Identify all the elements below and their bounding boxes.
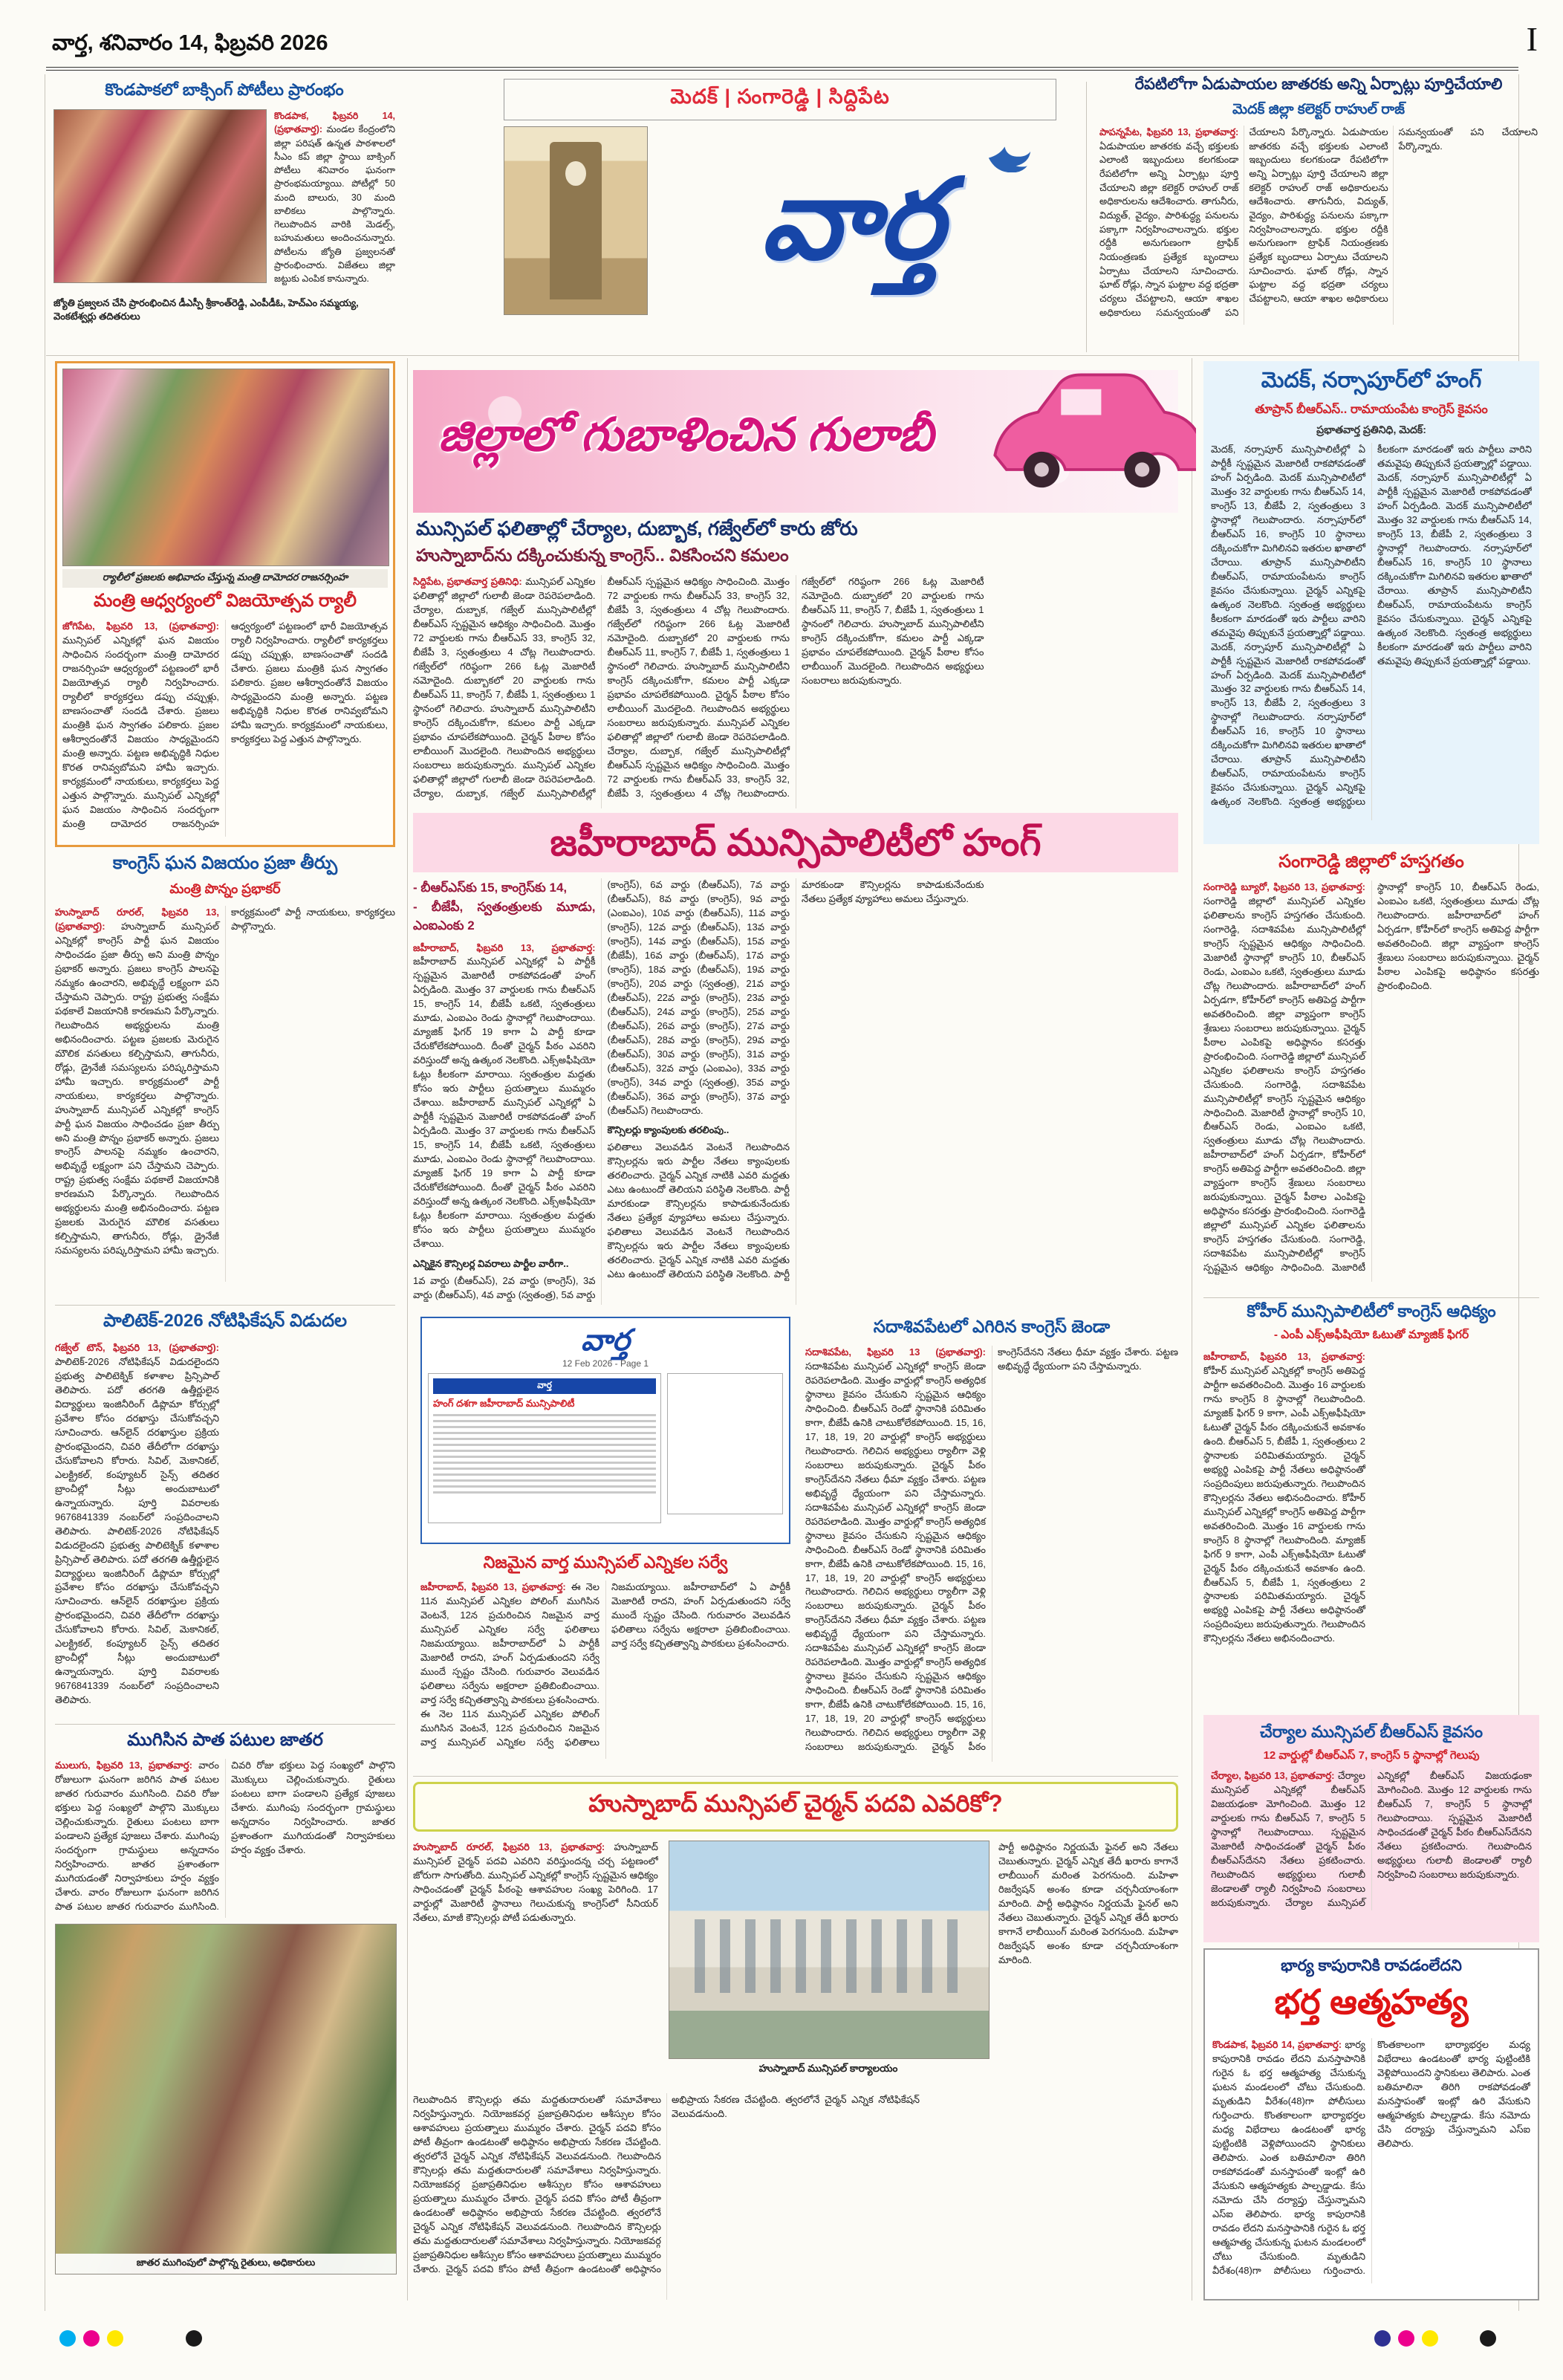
cheryala-dateline: చేర్యాల, ఫిబ్రవరి 13, ప్రభాతవార్త: [1211,1770,1335,1781]
congress-body: హుస్నాబాద్ మున్సిపల్ ఎన్నికల్లో కాంగ్రెస్ పార్టీ ఘన విజయం సాధించడం ప్రజా తీర్పు అని మంత్రి పొన్నం ప్రభాకర్ అన్నారు. ప్రజలు కాంగ్రెస్ పాలనపై నమ్మకం ఉంచారని, అభివృద్ధే లక్ష్యంగా పని చేస్తామని చెప్పారు. రాష్ట్ర ప్రభుత్వ సంక్షేమ పథకాలే విజయానికి కారణమని పేర్కొన్నారు. గెలుపొందిన అభ్యర్థులను మంత్రి అభినందించారు. పట్టణ ప్రజలకు మెరుగైన మౌలిక వసతులు కల్పిస్తామని, తాగునీరు, రోడ్లు, డ్రైనేజీ సమస్యలను పరిష్కరిస్తామని హామీ ఇచ్చారు. కార్యక్రమంలో పార్టీ నాయకులు, కార్యకర్తలు పాల్గొన్నారు. హుస్నాబాద్ మున్సిపల్ ఎన్నికల్లో కాంగ్రెస్ పార్టీ ఘన విజయం సాధించడం ప్రజా తీర్పు అని మంత్రి పొన్నం ప్రభాకర్ అన్నారు. ప్రజలు కాంగ్రెస్ పాలనపై నమ్మకం ఉంచారని, అభివృద్ధే లక్ష్యంగా పని చేస్తామని చెప్పారు. రాష్ట్ర ప్రభుత్వ సంక్షేమ పథకాలే విజయానికి కారణమని పేర్కొన్నారు. గెలుపొందిన అభ్యర్థులను మంత్రి అభినందించారు. పట్టణ ప్రజలకు మెరుగైన మౌలిక వసతులు కల్పిస్తామని, తాగునీరు, రోడ్లు, డ్రైనేజీ సమస్యలను పరిష్కరిస్తామని హామీ ఇచ్చారు. కార్యక్రమంలో పార్టీ నాయకులు, కార్యకర్తలు పాల్గొన్నారు. [55,907,395,1257]
suicide-dateline: కొండపాక, ఫిబ్రవరి 14, ప్రభాతవార్త: [1212,2039,1342,2050]
registration-dot-black-right [1480,2330,1496,2347]
collector-dateline: పాపన్నపేట, ఫిబ్రవరి 13, ప్రభాతవార్త: [1099,126,1239,137]
article-cheryala [1203,1715,1539,1942]
registration-dot-magenta-right [1398,2330,1414,2347]
husnabad-office-photo [669,1841,990,2059]
polytech-dateline: గజ్వేల్ టౌన్, ఫిబ్రవరి 13, (ప్రభాతవార్త): [55,1342,219,1353]
sangareddy-body: సంగారెడ్డి జిల్లాలో మున్సిపల్ ఎన్నికల ఫలితాలను కాంగ్రెస్ హస్తగతం చేసుకుంది. సంగారెడ్డి, సదాశివపేట మున్సిపాలిటీల్లో కాంగ్రెస్ స్పష్టమైన ఆధిక్యం సాధించింది. మెజారిటీ స్థానాల్లో కాంగ్రెస్ 10, బీఆర్ఎస్ రెండు, ఎంఐఎం ఒకటి, స్వతంత్రులు మూడు చోట్ల గెలుపొందారు. జహీరాబాద్‌లో హంగ్ ఏర్పడగా, కోహీర్‌లో కాంగ్రెస్ అతిపెద్ద పార్టీగా అవతరించింది. జిల్లా వ్యాప్తంగా కాంగ్రెస్ శ్రేణులు సంబరాలు జరుపుకున్నాయి. చైర్మన్ పీఠాల ఎంపికపై అధిష్ఠానం కసరత్తు ప్రారంభించింది. సంగారెడ్డి జిల్లాలో మున్సిపల్ ఎన్నికల ఫలితాలను కాంగ్రెస్ హస్తగతం చేసుకుంది. సంగారెడ్డి, సదాశివపేట మున్సిపాలిటీల్లో కాంగ్రెస్ స్పష్టమైన ఆధిక్యం సాధించింది. మెజారిటీ స్థానాల్లో కాంగ్రెస్ 10, బీఆర్ఎస్ రెండు, ఎంఐఎం ఒకటి, స్వతంత్రులు మూడు చోట్ల గెలుపొందారు. జహీరాబాద్‌లో హంగ్ ఏర్పడగా, కోహీర్‌లో కాంగ్రెస్ అతిపెద్ద పార్టీగా అవతరించింది. జిల్లా వ్యాప్తంగా కాంగ్రెస్ శ్రేణులు సంబరాలు జరుపుకున్నాయి. చైర్మన్ పీఠాల ఎంపికపై అధిష్ఠానం కసరత్తు ప్రారంభించింది. సంగారెడ్డి జిల్లాలో మున్సిపల్ ఎన్నికల ఫలితాలను కాంగ్రెస్ హస్తగతం చేసుకుంది. సంగారెడ్డి, సదాశివపేట మున్సిపాలిటీల్లో కాంగ్రెస్ స్పష్టమైన ఆధిక్యం సాధించింది. మెజారిటీ స్థానాల్లో కాంగ్రెస్ 10, బీఆర్ఎస్ రెండు, ఎంఐఎం ఒకటి, స్వతంత్రులు మూడు చోట్ల గెలుపొందారు. జహీరాబాద్‌లో హంగ్ ఏర్పడగా, కోహీర్‌లో కాంగ్రెస్ అతిపెద్ద పార్టీగా అవతరించింది. జిల్లా వ్యాప్తంగా కాంగ్రెస్ శ్రేణులు సంబరాలు జరుపుకున్నాయి. చైర్మన్ పీఠాల ఎంపికపై అధిష్ఠానం కసరత్తు ప్రారంభించింది. [1203,881,1539,1274]
row-rule [46,355,1518,356]
promo-mini-headline: హంగ్ దశగా జహీరాబాద్ మున్సిపాలిటీ [433,1398,575,1409]
gulabi-body [413,575,1178,808]
article-medak-hung [1203,361,1539,844]
clock-tower-graphic [550,142,601,299]
boxing-caption: జ్యోతి ప్రజ్వలన చేసి ప్రారంభించిన డీఎస్పీ శ్రీకాంత్‌రెడ్డి, ఎంపీడీఓ, హెచ్ఎం సమ్మయ్య, వెంకటేశ్వర్లు తదితరులు [53,297,359,322]
article-collector [1099,76,1538,355]
survey-dateline: జహీరాబాద్, ఫిబ్రవరి 13, ప్రభాతవార్త: [420,1581,566,1592]
zahirabad-body [413,878,1178,1305]
boxing-photo [53,109,267,283]
medak-body: మెదక్, నర్సాపూర్ మున్సిపాలిటీల్లో ఏ పార్టీకీ స్పష్టమైన మెజారిటీ రాకపోవడంతో హంగ్ ఏర్పడింది. మెదక్ మున్సిపాలిటీలో మొత్తం 32 వార్డులకు గాను బీఆర్ఎస్ 14, కాంగ్రెస్ 13, బీజేపీ 2, స్వతంత్రులు 3 స్థానాల్లో గెలుపొందారు. నర్సాపూర్‌లో బీఆర్ఎస్ 16, కాంగ్రెస్ 10 స్థానాలు దక్కించుకోగా మిగిలినవి ఇతరుల ఖాతాలో చేరాయి. తూప్రాన్ మున్సిపాలిటీని బీఆర్ఎస్, రామాయంపేటను కాంగ్రెస్ కైవసం చేసుకున్నాయి. చైర్మన్ ఎన్నికపై ఉత్కంఠ నెలకొంది. స్వతంత్ర అభ్యర్థులు కీలకంగా మారడంతో ఇరు పార్టీలు వారిని తమవైపు తిప్పుకునే ప్రయత్నాల్లో పడ్డాయి. మెదక్, నర్సాపూర్ మున్సిపాలిటీల్లో ఏ పార్టీకీ స్పష్టమైన మెజారిటీ రాకపోవడంతో హంగ్ ఏర్పడింది. మెదక్ మున్సిపాలిటీలో మొత్తం 32 వార్డులకు గాను బీఆర్ఎస్ 14, కాంగ్రెస్ 13, బీజేపీ 2, స్వతంత్రులు 3 స్థానాల్లో గెలుపొందారు. నర్సాపూర్‌లో బీఆర్ఎస్ 16, కాంగ్రెస్ 10 స్థానాలు దక్కించుకోగా మిగిలినవి ఇతరుల ఖాతాలో చేరాయి. తూప్రాన్ మున్సిపాలిటీని బీఆర్ఎస్, రామాయంపేటను కాంగ్రెస్ కైవసం చేసుకున్నాయి. చైర్మన్ ఎన్నికపై ఉత్కంఠ నెలకొంది. స్వతంత్ర అభ్యర్థులు కీలకంగా మారడంతో ఇరు పార్టీలు వారిని తమవైపు తిప్పుకునే ప్రయత్నాల్లో పడ్డాయి. మెదక్, నర్సాపూర్ మున్సిపాలిటీల్లో ఏ పార్టీకీ స్పష్టమైన మెజారిటీ రాకపోవడంతో హంగ్ ఏర్పడింది. మెదక్ మున్సిపాలిటీలో మొత్తం 32 వార్డులకు గాను బీఆర్ఎస్ 14, కాంగ్రెస్ 13, బీజేపీ 2, స్వతంత్రులు 3 స్థానాల్లో గెలుపొందారు. నర్సాపూర్‌లో బీఆర్ఎస్ 16, కాంగ్రెస్ 10 స్థానాలు దక్కించుకోగా మిగిలినవి ఇతరుల ఖాతాలో చేరాయి. తూప్రాన్ మున్సిపాలిటీని బీఆర్ఎస్, రామాయంపేటను కాంగ్రెస్ కైవసం చేసుకున్నాయి. చైర్మన్ ఎన్నికపై ఉత్కంఠ నెలకొంది. స్వతంత్ర అభ్యర్థులు కీలకంగా మారడంతో ఇరు పార్టీలు వారిని తమవైపు తిప్పుకునే ప్రయత్నాల్లో పడ్డాయి. [1211,444,1532,808]
gulabi-dateline: సిద్దిపేట, ప్రభాతవార్త ప్రతినిధి: [413,576,522,587]
zahirabad-band [413,813,1178,872]
office-windows-graphic [695,1919,963,1993]
page-number: I [1526,20,1538,58]
medak-subhead: తూప్రాన్ బీఆర్ఎస్.. రామాయంపేట కాంగ్రెస్ కైవసం [1255,403,1488,416]
sadashivpet-body: సదాశివపేట మున్సిపల్ ఎన్నికల్లో కాంగ్రెస్ జెండా రెపరెపలాడింది. మొత్తం వార్డుల్లో కాంగ్రెస్ అత్యధిక స్థానాలు కైవసం చేసుకుని స్పష్టమైన ఆధిక్యం సాధించింది. బీఆర్ఎస్ రెండో స్థానానికి పరిమితం కాగా, బీజేపీ ఉనికి చాటుకోలేకపోయింది. 15, 16, 17, 18, 19, 20 వార్డుల్లో కాంగ్రెస్ అభ్యర్థులు గెలుపొందారు. గెలిచిన అభ్యర్థులు ర్యాలీగా వెళ్లి సంబరాలు జరుపుకున్నారు. చైర్మన్ పీఠం కాంగ్రెస్‌దేనని నేతలు ధీమా వ్యక్తం చేశారు. పట్టణ అభివృద్ధే ధ్యేయంగా పని చేస్తామన్నారు. సదాశివపేట మున్సిపల్ ఎన్నికల్లో కాంగ్రెస్ జెండా రెపరెపలాడింది. మొత్తం వార్డుల్లో కాంగ్రెస్ అత్యధిక స్థానాలు కైవసం చేసుకుని స్పష్టమైన ఆధిక్యం సాధించింది. బీఆర్ఎస్ రెండో స్థానానికి పరిమితం కాగా, బీజేపీ ఉనికి చాటుకోలేకపోయింది. 15, 16, 17, 18, 19, 20 వార్డుల్లో కాంగ్రెస్ అభ్యర్థులు గెలుపొందారు. గెలిచిన అభ్యర్థులు ర్యాలీగా వెళ్లి సంబరాలు జరుపుకున్నారు. చైర్మన్ పీఠం కాంగ్రెస్‌దేనని నేతలు ధీమా వ్యక్తం చేశారు. పట్టణ అభివృద్ధే ధ్యేయంగా పని చేస్తామన్నారు. సదాశివపేట మున్సిపల్ ఎన్నికల్లో కాంగ్రెస్ జెండా రెపరెపలాడింది. మొత్తం వార్డుల్లో కాంగ్రెస్ అత్యధిక స్థానాలు కైవసం చేసుకుని స్పష్టమైన ఆధిక్యం సాధించింది. బీఆర్ఎస్ రెండో స్థానానికి పరిమితం కాగా, బీజేపీ ఉనికి చాటుకోలేకపోయింది. 15, 16, 17, 18, 19, 20 వార్డుల్లో కాంగ్రెస్ అభ్యర్థులు గెలుపొందారు. గెలిచిన అభ్యర్థులు ర్యాలీగా వెళ్లి సంబరాలు జరుపుకున్నారు. చైర్మన్ పీఠం కాంగ్రెస్‌దేనని నేతలు ధీమా వ్యక్తం చేశారు. పట్టణ అభివృద్ధే ధ్యేయంగా పని చేస్తామన్నారు. [805,1346,1178,1753]
article-boxing [53,80,395,354]
divider [413,1776,1178,1777]
gulabi-body-text: మున్సిపల్ ఎన్నికల ఫలితాల్లో జిల్లాలో గులాబీ జెండా రెపరెపలాడింది. చేర్యాల, దుబ్బాక, గజ్వేల్ మున్సిపాలిటీల్లో బీఆర్ఎస్ స్పష్టమైన ఆధిక్యం సాధించింది. మొత్తం 72 వార్డులకు గాను బీఆర్ఎస్ 33, కాంగ్రెస్ 32, బీజేపీ 3, స్వతంత్రులు 4 చోట్ల గెలుపొందారు. గజ్వేల్‌లో గరిష్ఠంగా 266 ఓట్ల మెజారిటీ నమోదైంది. దుబ్బాకలో 20 వార్డులకు గాను బీఆర్ఎస్ 11, కాంగ్రెస్ 7, బీజేపీ 1, స్వతంత్రులు 1 స్థానంలో గెలిచారు. హుస్నాబాద్ మున్సిపాలిటీని కాంగ్రెస్ దక్కించుకోగా, కమలం పార్టీ ఎక్కడా ప్రభావం చూపలేకపోయింది. చైర్మన్ పీఠాల కోసం లాబీయింగ్ మొదలైంది. గెలుపొందిన అభ్యర్థులు సంబరాలు జరుపుకున్నారు. మున్సిపల్ ఎన్నికల ఫలితాల్లో జిల్లాలో గులాబీ జెండా రెపరెపలాడింది. చేర్యాల, దుబ్బాక, గజ్వేల్ మున్సిపాలిటీల్లో బీఆర్ఎస్ స్పష్టమైన ఆధిక్యం సాధించింది. మొత్తం 72 వార్డులకు గాను బీఆర్ఎస్ 33, కాంగ్రెస్ 32, బీజేపీ 3, స్వతంత్రులు 4 చోట్ల గెలుపొందారు. గజ్వేల్‌లో గరిష్ఠంగా 266 ఓట్ల మెజారిటీ నమోదైంది. దుబ్బాకలో 20 వార్డులకు గాను బీఆర్ఎస్ 11, కాంగ్రెస్ 7, బీజేపీ 1, స్వతంత్రులు 1 స్థానంలో గెలిచారు. హుస్నాబాద్ మున్సిపాలిటీని కాంగ్రెస్ దక్కించుకోగా, కమలం పార్టీ ఎక్కడా ప్రభావం చూపలేకపోయింది. చైర్మన్ పీఠాల కోసం లాబీయింగ్ మొదలైంది. గెలుపొందిన అభ్యర్థులు సంబరాలు జరుపుకున్నారు. మున్సిపల్ ఎన్నికల ఫలితాల్లో జిల్లాలో గులాబీ జెండా రెపరెపలాడింది. చేర్యాల, దుబ్బాక, గజ్వేల్ మున్సిపాలిటీల్లో బీఆర్ఎస్ స్పష్టమైన ఆధిక్యం సాధించింది. మొత్తం 72 వార్డులకు గాను బీఆర్ఎస్ 33, కాంగ్రెస్ 32, బీజేపీ 3, స్వతంత్రులు 4 చోట్ల గెలుపొందారు. గజ్వేల్‌లో గరిష్ఠంగా 266 ఓట్ల మెజారిటీ నమోదైంది. దుబ్బాకలో 20 వార్డులకు గాను బీఆర్ఎస్ 11, కాంగ్రెస్ 7, బీజేపీ 1, స్వతంత్రులు 1 స్థానంలో గెలిచారు. హుస్నాబాద్ మున్సిపాలిటీని కాంగ్రెస్ దక్కించుకోగా, కమలం పార్టీ ఎక్కడా ప్రభావం చూపలేకపోయింది. చైర్మన్ పీఠాల కోసం లాబీయింగ్ మొదలైంది. గెలుపొందిన అభ్యర్థులు సంబరాలు జరుపుకున్నారు. [413,576,984,799]
car-graphic [981,348,1196,505]
polytech-body: పాలిటెక్-2026 నోటిఫికేషన్ విడుదలైందని ప్రభుత్వ పాలిటెక్నిక్ కళాశాల ప్రిన్సిపాల్ తెలిపారు. పదో తరగతి ఉత్తీర్ణులైన విద్యార్థులు ఇంజినీరింగ్ డిప్లొమా కోర్సుల్లో ప్రవేశాల కోసం దరఖాస్తు చేసుకోవచ్చని సూచించారు. ఆన్‌లైన్ దరఖాస్తుల ప్రక్రియ ప్రారంభమైందని, చివరి తేదీలోగా దరఖాస్తు చేసుకోవాలని కోరారు. సివిల్, మెకానికల్, ఎలక్ట్రికల్, కంప్యూటర్ సైన్స్ తదితర బ్రాంచీల్లో సీట్లు అందుబాటులో ఉన్నాయన్నారు. పూర్తి వివరాలకు 9676841339 నంబర్‌లో సంప్రదించాలని తెలిపారు. పాలిటెక్-2026 నోటిఫికేషన్ విడుదలైందని ప్రభుత్వ పాలిటెక్నిక్ కళాశాల ప్రిన్సిపాల్ తెలిపారు. పదో తరగతి ఉత్తీర్ణులైన విద్యార్థులు ఇంజినీరింగ్ డిప్లొమా కోర్సుల్లో ప్రవేశాల కోసం దరఖాస్తు చేసుకోవచ్చని సూచించారు. ఆన్‌లైన్ దరఖాస్తుల ప్రక్రియ ప్రారంభమైందని, చివరి తేదీలోగా దరఖాస్తు చేసుకోవాలని కోరారు. సివిల్, మెకానికల్, ఎలక్ట్రికల్, కంప్యూటర్ సైన్స్ తదితర బ్రాంచీల్లో సీట్లు అందుబాటులో ఉన్నాయన్నారు. పూర్తి వివరాలకు 9676841339 నంబర్‌లో సంప్రదించాలని తెలిపారు. [55,1355,219,1706]
medak-dateline: ప్రభాతవార్త ప్రతినిధి, మెదక్: [1316,424,1426,435]
promo-mini-column [667,1373,783,1514]
survey-headline: నిజమైన వార్త మున్సిపల్ ఎన్నికల సర్వే [483,1553,728,1572]
jatara-body: వారం రోజులుగా ఘనంగా జరిగిన పాత పటుల జాతర గురువారం ముగిసింది. చివరి రోజు భక్తులు పెద్ద సంఖ్యలో పాల్గొని మొక్కులు చెల్లించుకున్నారు. రైతులు పంటలు బాగా పండాలని ప్రత్యేక పూజలు చేశారు. ముగింపు సందర్భంగా గ్రామస్థులు అన్నదానం నిర్వహించారు. జాతర ప్రశాంతంగా ముగియడంతో నిర్వాహకులు హర్షం వ్యక్తం చేశారు. వారం రోజులుగా ఘనంగా జరిగిన పాత పటుల జాతర గురువారం ముగిసింది. చివరి రోజు భక్తులు పెద్ద సంఖ్యలో పాల్గొని మొక్కులు చెల్లించుకున్నారు. రైతులు పంటలు బాగా పండాలని ప్రత్యేక పూజలు చేశారు. ముగింపు సందర్భంగా గ్రామస్థులు అన్నదానం నిర్వహించారు. జాతర ప్రశాంతంగా ముగియడంతో నిర్వాహకులు హర్షం వ్యక్తం చేశారు. [55,1760,395,1912]
jatara-photo [55,1924,397,2274]
promo-date: 12 Feb 2026 - Page 1 [562,1358,649,1369]
edition-bar: మెదక్ | సంగారెడ్డి | సిద్దిపేట [504,79,1056,120]
registration-dot-cyan [59,2330,76,2347]
promo-logo: వార్త [581,1324,630,1357]
jatara-headline: ముగిసిన పాత పటుల జాతర [127,1730,323,1750]
boxing-dateline: కొండపాక, ఫిబ్రవరి 14, (ప్రభాతవార్త): [274,111,395,135]
rally-caption: ర్యాలీలో ప్రజలకు అభివాదం చేస్తున్న మంత్రి దామోదర రాజనర్సింహ [62,569,388,588]
article-kohir [1203,1302,1539,1709]
rally-headline: మంత్రి ఆధ్వర్యంలో విజయోత్సవ ర్యాలీ [93,591,357,611]
kohir-body: కోహీర్ మున్సిపల్ ఎన్నికల్లో కాంగ్రెస్ అతిపెద్ద పార్టీగా అవతరించింది. మొత్తం 16 వార్డులకు గాను కాంగ్రెస్ 8 స్థానాల్లో గెలుపొందింది. మ్యాజిక్ ఫిగర్ 9 కాగా, ఎంపీ ఎక్స్అఫీషియో ఓటుతో చైర్మన్ పీఠం దక్కించుకునే అవకాశం ఉంది. బీఆర్ఎస్ 5, బీజేపీ 1, స్వతంత్రులు 2 స్థానాలకు పరిమితమయ్యారు. చైర్మన్ అభ్యర్థి ఎంపికపై పార్టీ నేతలు అధిష్ఠానంతో సంప్రదింపులు జరుపుతున్నారు. గెలుపొందిన కౌన్సిలర్లను నేతలు అభినందించారు. కోహీర్ మున్సిపల్ ఎన్నికల్లో కాంగ్రెస్ అతిపెద్ద పార్టీగా అవతరించింది. మొత్తం 16 వార్డులకు గాను కాంగ్రెస్ 8 స్థానాల్లో గెలుపొందింది. మ్యాజిక్ ఫిగర్ 9 కాగా, ఎంపీ ఎక్స్అఫీషియో ఓటుతో చైర్మన్ పీఠం దక్కించుకునే అవకాశం ఉంది. బీఆర్ఎస్ 5, బీజేపీ 1, స్వతంత్రులు 2 స్థానాలకు పరిమితమయ్యారు. చైర్మన్ అభ్యర్థి ఎంపికపై పార్టీ నేతలు అధిష్ఠానంతో సంప్రదింపులు జరుపుతున్నారు. గెలుపొందిన కౌన్సిలర్లను నేతలు అభినందించారు. [1203,1364,1365,1644]
paper-logo: వార్త [760,157,944,282]
gulabi-subtitle-2: హుస్నాబాద్‌ను దక్కించుకున్న కాంగ్రెస్.. వికసించని కమలం [416,545,789,565]
suicide-body: భార్య కాపురానికి రావడం లేదని మనస్తాపానికి గురైన ఓ భర్త ఆత్మహత్య చేసుకున్న ఘటన మండలంలో చోటు చేసుకుంది. మృతుడిని వీరేశం(48)గా పోలీసులు గుర్తించారు. కొంతకాలంగా భార్యాభర్తల మధ్య విభేదాలు ఉండటంతో భార్య పుట్టింటికి వెళ్లిపోయిందని స్థానికులు తెలిపారు. ఎంత బతిమాలినా తిరిగి రాకపోవడంతో మనస్తాపంతో ఇంట్లో ఉరి వేసుకుని ఆత్మహత్యకు పాల్పడ్డాడు. కేసు నమోదు చేసి దర్యాప్తు చేస్తున్నామని ఎస్ఐ తెలిపారు. భార్య కాపురానికి రావడం లేదని మనస్తాపానికి గురైన ఓ భర్త ఆత్మహత్య చేసుకున్న ఘటన మండలంలో చోటు చేసుకుంది. మృతుడిని వీరేశం(48)గా పోలీసులు గుర్తించారు. కొంతకాలంగా భార్యాభర్తల మధ్య విభేదాలు ఉండటంతో భార్య పుట్టింటికి వెళ్లిపోయిందని స్థానికులు తెలిపారు. ఎంత బతిమాలినా తిరిగి రాకపోవడంతో మనస్తాపంతో ఇంట్లో ఉరి వేసుకుని ఆత్మహత్యకు పాల్పడ్డాడు. కేసు నమోదు చేసి దర్యాప్తు చేస్తున్నామని ఎస్ఐ తెలిపారు. [1212,2039,1530,2276]
rally-dateline: జోగిపేట, ఫిబ్రవరి 13, (ప్రభాతవార్త): [62,620,219,632]
husnabad-body-2: పార్టీ అధిష్ఠానం నిర్ణయమే ఫైనల్ అని నేతలు చెబుతున్నారు. చైర్మన్ ఎన్నిక తేదీ ఖరారు కాగానే లాబీయింగ్ మరింత పెరగనుంది. మహిళా రిజర్వేషన్ అంశం కూడా చర్చనీయాంశంగా మారింది. పార్టీ అధిష్ఠానం నిర్ణయమే ఫైనల్ అని నేతలు చెబుతున్నారు. చైర్మన్ ఎన్నిక తేదీ ఖరారు కాగానే లాబీయింగ్ మరింత పెరగనుంది. మహిళా రిజర్వేషన్ అంశం కూడా చర్చనీయాంశంగా మారింది. [998,1841,1178,1965]
article-sadashivpet [805,1317,1178,1773]
suicide-headline: భర్త ఆత్మహత్య [1274,1982,1469,2021]
divider [55,1724,395,1725]
zahirabad-bullet-2: - బీజేపీ, స్వతంత్రులకు మూడు, ఎంఐఎంకు 2 [413,899,596,933]
congress-subhead: మంత్రి పొన్నం ప్రభాకర్ [169,881,281,896]
zahirabad-ward-list: 1వ వార్డు (బీఆర్ఎస్), 2వ వార్డు (కాంగ్రెస్), 3వ వార్డు (బీఆర్ఎస్), 4వ వార్డు (స్వతంత్ర), 5వ వార్డు (కాంగ్రెస్), 6వ వార్డు (బీఆర్ఎస్), 7వ వార్డు (బీఆర్ఎస్), 8వ వార్డు (కాంగ్రెస్), 9వ వార్డు (ఎంఐఎం), 10వ వార్డు (బీఆర్ఎస్), 11వ వార్డు (కాంగ్రెస్), 12వ వార్డు (బీఆర్ఎస్), 13వ వార్డు (కాంగ్రెస్), 14వ వార్డు (బీఆర్ఎస్), 15వ వార్డు (బీజేపీ), 16వ వార్డు (బీఆర్ఎస్), 17వ వార్డు (కాంగ్రెస్), 18వ వార్డు (బీఆర్ఎస్), 19వ వార్డు (కాంగ్రెస్), 20వ వార్డు (స్వతంత్ర), 21వ వార్డు (బీఆర్ఎస్), 22వ వార్డు (కాంగ్రెస్), 23వ వార్డు (బీఆర్ఎస్), 24వ వార్డు (కాంగ్రెస్), 25వ వార్డు (బీఆర్ఎస్), 26వ వార్డు (కాంగ్రెస్), 27వ వార్డు (బీఆర్ఎస్), 28వ వార్డు (కాంగ్రెస్), 29వ వార్డు (బీఆర్ఎస్), 30వ వార్డు (కాంగ్రెస్), 31వ వార్డు (బీఆర్ఎస్), 32వ వార్డు (ఎంఐఎం), 33వ వార్డు (కాంగ్రెస్), 34వ వార్డు (స్వతంత్ర), 35వ వార్డు (బీఆర్ఎస్), 36వ వార్డు (కాంగ్రెస్), 37వ వార్డు (బీఆర్ఎస్) గెలుపొందారు. [413,879,790,1300]
zahirabad-body-1: జహీరాబాద్ మున్సిపల్ ఎన్నికల్లో ఏ పార్టీకీ స్పష్టమైన మెజారిటీ రాకపోవడంతో హంగ్ ఏర్పడింది. మొత్తం 37 వార్డులకు గాను బీఆర్ఎస్ 15, కాంగ్రెస్ 14, బీజేపీ ఒకటి, స్వతంత్రులు మూడు, ఎంఐఎం రెండు స్థానాల్లో గెలుపొందాయి. మ్యాజిక్ ఫిగర్ 19 కాగా ఏ పార్టీ కూడా చేరుకోలేకపోయింది. దీంతో చైర్మన్ పీఠం ఎవరిని వరిస్తుందో అన్న ఉత్కంఠ నెలకొంది. ఎక్స్అఫీషియో ఓట్లు కీలకంగా మారాయి. స్వతంత్రుల మద్దతు కోసం ఇరు పార్టీలు ప్రయత్నాలు ముమ్మరం చేశాయి. జహీరాబాద్ మున్సిపల్ ఎన్నికల్లో ఏ పార్టీకీ స్పష్టమైన మెజారిటీ రాకపోవడంతో హంగ్ ఏర్పడింది. మొత్తం 37 వార్డులకు గాను బీఆర్ఎస్ 15, కాంగ్రెస్ 14, బీజేపీ ఒకటి, స్వతంత్రులు మూడు, ఎంఐఎం రెండు స్థానాల్లో గెలుపొందాయి. మ్యాజిక్ ఫిగర్ 19 కాగా ఏ పార్టీ కూడా చేరుకోలేకపోయింది. దీంతో చైర్మన్ పీఠం ఎవరిని వరిస్తుందో అన్న ఉత్కంఠ నెలకొంది. ఎక్స్అఫీషియో ఓట్లు కీలకంగా మారాయి. స్వతంత్రుల మద్దతు కోసం ఇరు పార్టీలు ప్రయత్నాలు ముమ్మరం చేశాయి. [413,956,596,1249]
collector-headline: రేపటిలోగా ఏడుపాయల జాతరకు అన్ని ఏర్పాట్లు పూర్తిచేయాలి [1134,76,1503,93]
registration-dot-blue-right [1374,2330,1391,2347]
sadashivpet-headline: సదాశివపేటలో ఎగిరిన కాంగ్రెస్ జెండా [873,1317,1111,1336]
kohir-subhead: - ఎంపీ ఎక్స్అఫీషియో ఓటుతో మ్యాజిక్ ఫిగర్ [1273,1329,1469,1341]
sangareddy-headline: సంగారెడ్డి జిల్లాలో హస్తగతం [1278,852,1464,872]
article-suicide [1203,1948,1539,2300]
article-husnabad [413,1782,1178,2300]
issue-line: వార్త, శనివారం 14, ఫిబ్రవరి 2026 [52,31,328,55]
zahirabad-headline: జహీరాబాద్ మున్సిపాలిటీలో హంగ్ [550,822,1042,863]
dove-icon [984,134,1036,172]
masthead [504,79,1056,327]
article-polytech [55,1311,395,1721]
gulabi-title: జిల్లాలో గుబాళించిన గులాబీ [438,409,934,461]
boxing-body: మండల కేంద్రంలోని జిల్లా పరిషత్ ఉన్నత పాఠశాలలో సీఎం కప్ జిల్లా స్థాయి బాక్సింగ్ పోటీలు శనివారం ఘనంగా ప్రారంభమయ్యాయి. పోటీల్లో 50 మంది బాలురు, 30 మంది బాలికలు పాల్గొన్నారు. గెలుపొందిన వారికి మెడల్స్, బహుమతులు అందించనున్నారు. పోటీలను జ్యోతి ప్రజ్వలనతో ప్రారంభించారు. విజేతలు జిల్లా జట్టుకు ఎంపిక కానున్నారు. [274,124,395,284]
medak-headline: మెదక్, నర్సాపూర్‌లో హంగ్ [1261,369,1482,392]
promo-mini-masthead: వార్త [433,1378,656,1394]
kohir-headline: కోహీర్ మున్సిపాలిటీలో కాంగ్రెస్ ఆధిక్యం [1247,1302,1496,1320]
article-survey [420,1553,790,1773]
kohir-dateline: జహీరాబాద్, ఫిబ్రవరి 13, ప్రభాతవార్త: [1203,1351,1365,1362]
rally-body: మున్సిపల్ ఎన్నికల్లో ఘన విజయం సాధించిన సందర్భంగా మంత్రి దామోదర రాజనర్సింహ ఆధ్వర్యంలో పట్టణంలో భారీ విజయోత్సవ ర్యాలీ నిర్వహించారు. ర్యాలీలో కార్యకర్తలు డప్పు చప్పుళ్లు, బాణసంచాతో సందడి చేశారు. ప్రజలు మంత్రికి ఘన స్వాగతం పలికారు. ప్రజల ఆశీర్వాదంతోనే విజయం సాధ్యమైందని మంత్రి అన్నారు. పట్టణ అభివృద్ధికి నిధుల కొరత రానివ్వబోమని హామీ ఇచ్చారు. కార్యక్రమంలో నాయకులు, కార్యకర్తలు పెద్ద ఎత్తున పాల్గొన్నారు. మున్సిపల్ ఎన్నికల్లో ఘన విజయం సాధించిన సందర్భంగా మంత్రి దామోదర రాజనర్సింహ ఆధ్వర్యంలో పట్టణంలో భారీ విజయోత్సవ ర్యాలీ నిర్వహించారు. ర్యాలీలో కార్యకర్తలు డప్పు చప్పుళ్లు, బాణసంచాతో సందడి చేశారు. ప్రజలు మంత్రికి ఘన స్వాగతం పలికారు. ప్రజల ఆశీర్వాదంతోనే విజయం సాధ్యమైందని మంత్రి అన్నారు. పట్టణ అభివృద్ధికి నిధుల కొరత రానివ్వబోమని హామీ ఇచ్చారు. కార్యక్రమంలో నాయకులు, కార్యకర్తలు పెద్ద ఎత్తున పాల్గొన్నారు. [62,620,388,829]
sangareddy-dateline: సంగారెడ్డి బ్యూరో, ఫిబ్రవరి 13, ప్రభాతవార్త: [1203,881,1365,892]
masthead-building-photo [504,126,648,315]
polytech-headline: పాలిటెక్-2026 నోటిఫికేషన్ విడుదల [103,1311,348,1331]
epaper-promo-box [420,1317,790,1544]
husnabad-dateline: హుస్నాబాద్ రూరల్, ఫిబ్రవరి 13, ప్రభాతవార్త: [413,1841,605,1852]
divider [1203,1297,1539,1298]
husnabad-photo-caption: హుస్నాబాద్ మున్సిపల్ కార్యాలయం [758,2063,898,2074]
zahirabad-dateline: జహీరాబాద్, ఫిబ్రవరి 13, ప్రభాతవార్త: [413,941,596,953]
boxing-headline: కొండపాకలో బాక్సింగ్ పోటీలు ప్రారంభం [105,80,344,99]
header-rule [46,67,1518,71]
zahirabad-bullet-1: - బీఆర్ఎస్‌కు 15, కాంగ్రెస్‌కు 14, [413,881,568,895]
sadashivpet-dateline: సదాశివపేట, ఫిబ్రవరి 13 (ప్రభాతవార్త): [805,1346,986,1358]
zahirabad-subhead-2: కౌన్సిలర్లు క్యాంపులకు తరలింపు.. [607,1124,729,1136]
zahirabad-subhead-1: ఎన్నికైన కౌన్సిలర్ల వివరాలు పార్టీల వారీగా.. [413,1257,569,1269]
husnabad-headline: హుస్నాబాద్ మున్సిపల్ చైర్మన్ పదవి ఎవరికో? [413,1782,1178,1832]
congress-dateline: హుస్నాబాద్ రూరల్, ఫిబ్రవరి 13, (ప్రభాతవార్త): [55,907,219,932]
jatara-dateline: ములుగు, ఫిబ్రవరి 13, ప్రభాతవార్త: [55,1760,192,1771]
jatara-caption: జాతర ముగింపులో పాల్గొన్న రైతులు, అధికారులు [56,2254,396,2274]
divider [55,1305,395,1306]
registration-dot-magenta [83,2330,100,2347]
collector-subhead: మెదక్ జిల్లా కలెక్టర్ రాహుల్ రాజ్ [1232,102,1405,117]
cheryala-headline: చేర్యాల మున్సిపల్ బీఆర్ఎస్ కైవసం [1259,1722,1484,1741]
cheryala-body: చేర్యాల మున్సిపల్ ఎన్నికల్లో బీఆర్ఎస్ విజయఢంకా మోగించింది. మొత్తం 12 వార్డులకు గాను బీఆర్ఎస్ 7, కాంగ్రెస్ 5 స్థానాల్లో గెలుపొందాయి. స్పష్టమైన మెజారిటీ సాధించడంతో చైర్మన్ పీఠం బీఆర్ఎస్‌దేనని నేతలు ప్రకటించారు. గెలుపొందిన అభ్యర్థులు గులాబీ జెండాలతో ర్యాలీ నిర్వహించి సంబరాలు జరుపుకున్నారు. చేర్యాల మున్సిపల్ ఎన్నికల్లో బీఆర్ఎస్ విజయఢంకా మోగించింది. మొత్తం 12 వార్డులకు గాను బీఆర్ఎస్ 7, కాంగ్రెస్ 5 స్థానాల్లో గెలుపొందాయి. స్పష్టమైన మెజారిటీ సాధించడంతో చైర్మన్ పీఠం బీఆర్ఎస్‌దేనని నేతలు ప్రకటించారు. గెలుపొందిన అభ్యర్థులు గులాబీ జెండాలతో ర్యాలీ నిర్వహించి సంబరాలు జరుపుకున్నారు. [1211,1770,1532,1908]
article-rally [55,361,395,847]
cheryala-subhead: 12 వార్డుల్లో బీఆర్ఎస్ 7, కాంగ్రెస్ 5 స్థానాల్లో గెలుపు [1263,1749,1480,1762]
article-sangareddy [1203,852,1539,1293]
col-rule-top [1086,82,1087,352]
promo-mini-page [428,1373,661,1523]
registration-dot-yellow-right [1422,2330,1438,2347]
survey-body: ఈ నెల 11న మున్సిపల్ ఎన్నికల పోలింగ్ ముగిసిన వెంటనే, 12న ప్రచురించిన నిజమైన వార్త మున్సిపల్ ఎన్నికల సర్వే ఫలితాలు నిజమయ్యాయి. జహీరాబాద్‌లో ఏ పార్టీకీ మెజారిటీ రాదని, హంగ్ ఏర్పడుతుందని సర్వే ముందే స్పష్టం చేసింది. గురువారం వెలువడిన ఫలితాలు సర్వేను అక్షరాలా ప్రతిబింబించాయి. వార్త సర్వే కచ్చితత్వాన్ని పాఠకులు ప్రశంసించారు. ఈ నెల 11న మున్సిపల్ ఎన్నికల పోలింగ్ ముగిసిన వెంటనే, 12న ప్రచురించిన నిజమైన వార్త మున్సిపల్ ఎన్నికల సర్వే ఫలితాలు నిజమయ్యాయి. జహీరాబాద్‌లో ఏ పార్టీకీ మెజారిటీ రాదని, హంగ్ ఏర్పడుతుందని సర్వే ముందే స్పష్టం చేసింది. గురువారం వెలువడిన ఫలితాలు సర్వేను అక్షరాలా ప్రతిబింబించాయి. వార్త సర్వే కచ్చితత్వాన్ని పాఠకులు ప్రశంసించారు. [420,1581,790,1748]
husnabad-body-3: గెలుపొందిన కౌన్సిలర్లు తమ మద్దతుదారులతో సమావేశాలు నిర్వహిస్తున్నారు. నియోజకవర్గ ప్రజాప్రతినిధుల ఆశీస్సుల కోసం ఆశావహులు ప్రయత్నాలు ముమ్మరం చేశారు. చైర్మన్ పదవి కోసం పోటీ తీవ్రంగా ఉండటంతో అధిష్ఠానం అభిప్రాయ సేకరణ చేపట్టింది. త్వరలోనే చైర్మన్ ఎన్నిక నోటిఫికేషన్ వెలువడనుంది. గెలుపొందిన కౌన్సిలర్లు తమ మద్దతుదారులతో సమావేశాలు నిర్వహిస్తున్నారు. నియోజకవర్గ ప్రజాప్రతినిధుల ఆశీస్సుల కోసం ఆశావహులు ప్రయత్నాలు ముమ్మరం చేశారు. చైర్మన్ పదవి కోసం పోటీ తీవ్రంగా ఉండటంతో అధిష్ఠానం అభిప్రాయ సేకరణ చేపట్టింది. త్వరలోనే చైర్మన్ ఎన్నిక నోటిఫికేషన్ వెలువడనుంది. గెలుపొందిన కౌన్సిలర్లు తమ మద్దతుదారులతో సమావేశాలు నిర్వహిస్తున్నారు. నియోజకవర్గ ప్రజాప్రతినిధుల ఆశీస్సుల కోసం ఆశావహులు ప్రయత్నాలు ముమ్మరం చేశారు. చైర్మన్ పదవి కోసం పోటీ తీవ్రంగా ఉండటంతో అధిష్ఠానం అభిప్రాయ సేకరణ చేపట్టింది. త్వరలోనే చైర్మన్ ఎన్నిక నోటిఫికేషన్ వెలువడనుంది. [413,2094,920,2274]
registration-dot-yellow [107,2330,123,2347]
promo-mini-text-lines [433,1414,656,1497]
suicide-kicker: భార్య కాపురానికి రావడంలేదని [1281,1957,1462,1974]
gulabi-subtitle-1: మున్సిపల్ ఫలితాల్లో చేర్యాల, దుబ్బాక, గజ్వేల్‌లో కారు జోరు [416,517,858,539]
husnabad-body-1: హుస్నాబాద్ మున్సిపల్ చైర్మన్ పదవి ఎవరిని వరిస్తుందన్న చర్చ పట్టణంలో జోరుగా సాగుతోంది. మున్సిపల్ ఎన్నికల్లో కాంగ్రెస్ స్పష్టమైన ఆధిక్యం సాధించడంతో చైర్మన్ పీఠంపై ఆశావహుల సంఖ్య పెరిగింది. 17 వార్డుల్లో మెజారిటీ స్థానాలు గెలుచుకున్న కాంగ్రెస్‌లో సీనియర్ నేతలు, మాజీ కౌన్సిలర్లు పోటీ పడుతున్నారు. [413,1841,658,1923]
zahirabad-body-3: ఫలితాలు వెలువడిన వెంటనే గెలుపొందిన కౌన్సిలర్లను ఇరు పార్టీల నేతలు క్యాంపులకు తరలించారు. చైర్మన్ ఎన్నిక నాటికి ఎవరి మద్దతు ఎటు ఉంటుందో తెలియని పరిస్థితి నెలకొంది. పార్టీ మారకుండా కౌన్సిలర్లను కాపాడుకునేందుకు నేతలు ప్రత్యేక వ్యూహాలు అమలు చేస్తున్నారు. ఫలితాలు వెలువడిన వెంటనే గెలుపొందిన కౌన్సిలర్లను ఇరు పార్టీల నేతలు క్యాంపులకు తరలించారు. చైర్మన్ ఎన్నిక నాటికి ఎవరి మద్దతు ఎటు ఉంటుందో తెలియని పరిస్థితి నెలకొంది. పార్టీ మారకుండా కౌన్సిలర్లను కాపాడుకునేందుకు నేతలు ప్రత్యేక వ్యూహాలు అమలు చేస్తున్నారు. [607,879,984,1280]
rally-photo [62,369,389,566]
article-jatara [55,1730,395,2298]
collector-body: ఏడుపాయల జాతరకు వచ్చే భక్తులకు ఎలాంటి ఇబ్బందులు కలగకుండా రేపటిలోగా అన్ని ఏర్పాట్లు పూర్తి చేయాలని జిల్లా కలెక్టర్ రాహుల్ రాజ్ అధికారులను ఆదేశించారు. తాగునీరు, విద్యుత్, వైద్యం, పారిశుద్ధ్య పనులను పక్కాగా నిర్వహించాలన్నారు. భక్తుల రద్దీకి అనుగుణంగా ట్రాఫిక్ నియంత్రణకు ప్రత్యేక బృందాలు ఏర్పాటు చేయాలని సూచించారు. ఘాట్ రోడ్లు, స్నాన ఘట్టాల వద్ద భద్రతా చర్యలు చేపట్టాలని, ఆయా శాఖల అధికారులు సమన్వయంతో పని చేయాలని పేర్కొన్నారు. ఏడుపాయల జాతరకు వచ్చే భక్తులకు ఎలాంటి ఇబ్బందులు కలగకుండా రేపటిలోగా అన్ని ఏర్పాట్లు పూర్తి చేయాలని జిల్లా కలెక్టర్ రాహుల్ రాజ్ అధికారులను ఆదేశించారు. తాగునీరు, విద్యుత్, వైద్యం, పారిశుద్ధ్య పనులను పక్కాగా నిర్వహించాలన్నారు. భక్తుల రద్దీకి అనుగుణంగా ట్రాఫిక్ నియంత్రణకు ప్రత్యేక బృందాలు ఏర్పాటు చేయాలని సూచించారు. ఘాట్ రోడ్లు, స్నాన ఘట్టాల వద్ద భద్రతా చర్యలు చేపట్టాలని, ఆయా శాఖల అధికారులు సమన్వయంతో పని చేయాలని పేర్కొన్నారు. [1099,126,1538,318]
col-rule-left [407,358,408,2300]
article-congress-victory [55,853,395,1302]
congress-headline: కాంగ్రెస్ ఘన విజయం ప్రజా తీర్పు [112,853,338,873]
registration-dot-black [186,2330,202,2347]
